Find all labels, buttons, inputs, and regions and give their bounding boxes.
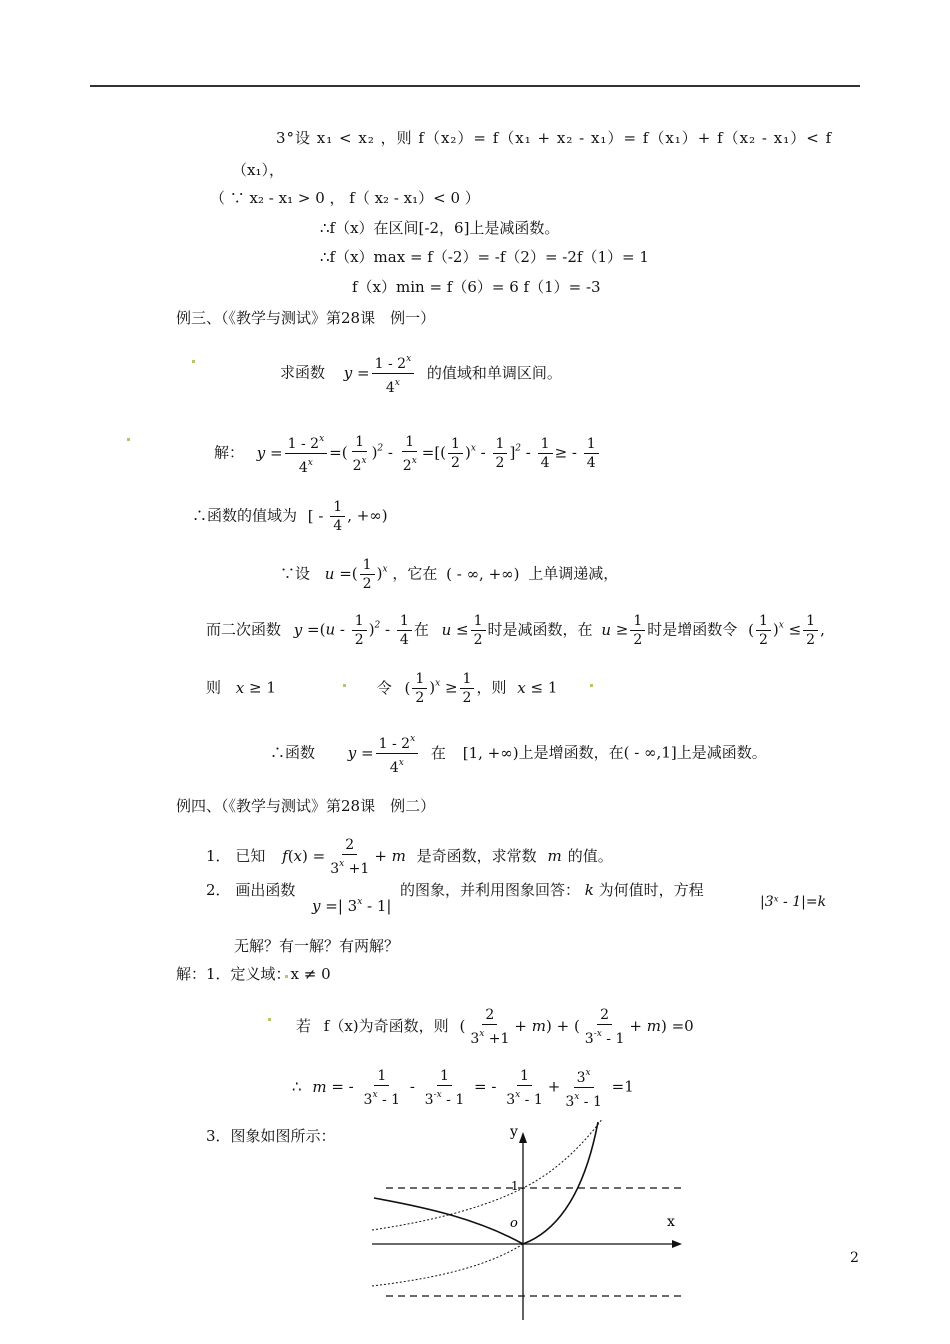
proof-line-4: ∴f（x）在区间[-2，6]上是减函数。 — [320, 219, 560, 237]
proof-line-2: （x₁）， — [232, 161, 284, 179]
page-number: 2 — [850, 1250, 859, 1266]
shifted-exp-curve — [372, 1244, 523, 1286]
text: 在 — [430, 743, 446, 762]
proof-line-3: （ ∵ x₂ - x₁ > 0 ， f（ x₂ - x₁）< 0 ） — [210, 189, 480, 207]
text: ∵设 — [280, 564, 311, 583]
proof-line-5: ∴f（x）max = f（-2）= -f（2）= -2f（1）= 1 — [320, 248, 649, 266]
text: 是奇函数，求常数 — [416, 847, 537, 865]
odd-condition: 若 f（x)为奇函数，则 ( $\frac{2}{3^x +1}$ + m) + ( $\frac{2}{3^{-x} - 1}$ + m) =0 — [296, 1007, 694, 1047]
text: ∴函数 — [270, 743, 316, 762]
proof-line-1: 3°设 x₁ < x₂ ，则 f（x₂）= f（x₁ + x₂ - x₁）= f（x₁）+ f（x₂ - x₁）< f — [276, 129, 833, 147]
question-2-line-2: 无解？有一解？有两解？ — [234, 937, 400, 955]
text: 若 — [296, 1017, 312, 1035]
text: 画出函数 — [235, 881, 296, 899]
scan-mark — [268, 1018, 271, 1021]
exp-curve — [372, 1120, 605, 1230]
substitution-line: ∵设 u =( $\frac{1}{2}$ )$^x$ ，它在 ( - ∞, +∞) 上单调递减， — [280, 557, 619, 592]
text: 求函数 — [280, 363, 326, 382]
question-2-text — [400, 880, 704, 900]
text: 2． — [206, 881, 231, 899]
text: 上是增函数，在 — [518, 743, 624, 762]
scan-mark — [192, 360, 195, 363]
solution-derivation: 解： y = $\frac{1 - 2^x}{4^x}$ =( $\frac{1}{2^x}$ )$^2$ - $\frac{1}{2^x}$ =[( $\frac{1}{2}$ )$^x$ - $\frac{1}{2}$ ]$^2$ - $\frac{1}{4}$ ≥ - $\frac{1}{4}$ — [214, 430, 601, 477]
y-axis-arrow — [519, 1132, 527, 1143]
origin-label: o — [510, 1216, 518, 1231]
quadratic-line: 而二次函数 y =(u - $\frac{1}{2}$ )$^2$ - $\frac{1}{4}$ 在 u ≤ $\frac{1}{2}$ 时是减函数，在 u ≥ $\frac{1}{2}$ 时是增函数令 ( $\frac{1}{2}$ )$^x$ ≤ $\frac{1}{2}$ , — [206, 613, 825, 648]
text: 时是增函数令 — [647, 620, 738, 639]
text: ，它在 — [392, 564, 438, 583]
question-2-equation: |3ˣ - 1|=k — [760, 894, 827, 910]
text: 的图象，并利用图象回答： — [400, 881, 581, 899]
example-3-title: 例三、（《教学与测试》第28课 例一） — [176, 309, 436, 327]
x-axis-arrow — [672, 1240, 682, 1248]
text: ∴函数的值域为 — [192, 506, 298, 525]
range-statement: ∴函数的值域为 [ - $\frac{1}{4}$ , +∞) — [192, 499, 388, 534]
text: 上是减函数。 — [676, 743, 767, 762]
abs-curve — [374, 1122, 598, 1244]
condition-line: 则 x ≥ 1 令 ( $\frac{1}{2}$ )$^x$ ≥ $\frac{1}{2}$ ，则 x ≤ 1 — [206, 671, 558, 706]
text: f（x)为奇函数，则 — [323, 1017, 449, 1035]
text: 的值。 — [567, 847, 613, 865]
text: 时是减函数，在 — [487, 620, 593, 639]
example-4-title: 例四、（《教学与测试》第28课 例二） — [176, 797, 436, 815]
text: 上单调递减， — [528, 564, 619, 583]
text: 令 — [376, 678, 392, 697]
text: 的值域和单调区间。 — [426, 363, 562, 382]
text: 则 — [206, 678, 222, 697]
text: 解： — [214, 443, 245, 462]
text: 而二次函数 — [206, 620, 282, 639]
conclusion-line: ∴函数 y = $\frac{1 - 2^x}{4^x}$ 在 [1, +∞)上是增函数，在( - ∞,1]上是减函数。 — [270, 730, 767, 777]
scan-mark — [590, 684, 593, 687]
text: ∴ — [292, 1077, 302, 1096]
text: ，则 — [476, 678, 507, 697]
text: m — [547, 847, 562, 865]
x-axis-label: x — [667, 1214, 675, 1230]
text: 已知 — [235, 847, 266, 865]
question-2-function: y =| 3$^x$ - 1| — [312, 897, 392, 915]
y-intercept-label: 1 — [511, 1179, 519, 1193]
header-rule — [90, 85, 860, 87]
scan-mark — [127, 438, 130, 441]
y-axis-label: y — [510, 1124, 518, 1140]
solution-1: 解：1．定义域：x ≠ 0 — [176, 965, 331, 983]
text: 在 — [413, 620, 429, 639]
m-derivation: ∴ m = - $\frac{1}{3^x - 1}$ - $\frac{1}{3^{-x} - 1}$ = - $\frac{1}{3^x - 1}$ + $\frac{3^x}{3^x - 1}$ =1 — [292, 1064, 634, 1111]
function-graph — [360, 1120, 700, 1320]
question-2 — [206, 880, 295, 900]
question-1: 1． 已知 f(x) = $\frac{2}{3^x +1}$ + m 是奇函数，求常数 m 的值。 — [206, 837, 613, 877]
question-3: 3．图象如图所示： — [206, 1127, 336, 1145]
text: 为何值时，方程 — [598, 881, 704, 899]
text: k — [584, 881, 594, 899]
example-3-question: 求函数 y = $\frac{1 - 2^x}{4^x}$ 的值域和单调区间。 — [280, 350, 562, 397]
text: 1． — [206, 847, 231, 865]
proof-line-6: f（x）min = f（6）= 6 f（1）= -3 — [352, 278, 601, 296]
